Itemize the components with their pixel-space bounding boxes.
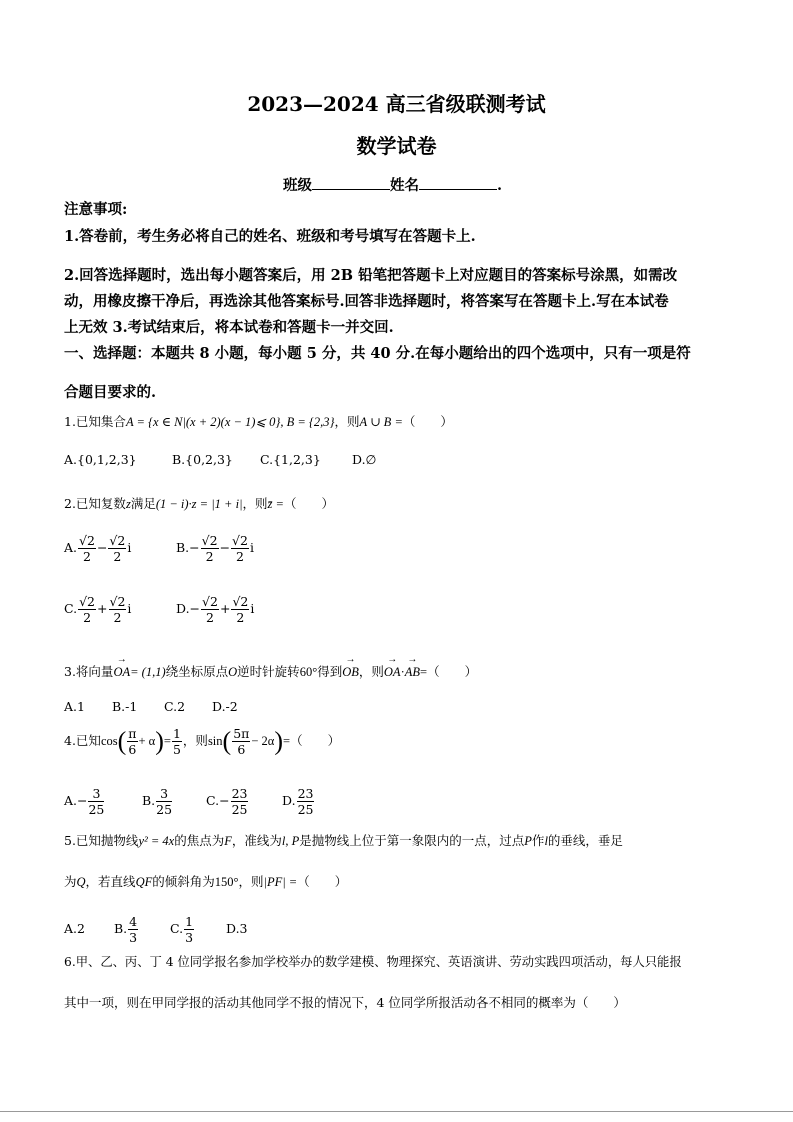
q5-l: l [281,834,286,848]
q5-qf: QF [135,875,153,889]
question-2-stem [64,494,334,512]
q3-angle: 60° [299,665,318,679]
q2-zbar: z̄ = [267,497,284,511]
question-6-line-2: 其中一项，则在甲同学报的活动其他同学不报的情况下，4 位同学所报活动各不相同的概率为（ ） [64,995,626,1010]
q5-make: 作 [531,833,545,848]
q2-z: z [125,497,131,511]
q3-option-b[interactable]: B.-1 [112,699,138,714]
q2-option-b[interactable] [176,533,254,564]
notice-item-2-line-2: 动，用橡皮擦干净后，再选涂其他答案标号.回答非选择题时，将答案写在答题卡上.写在本试卷 [64,293,669,310]
question-1-options [64,452,376,467]
q2-b-i: i [249,540,254,555]
q2-b-frac1: $\frac{√2}{2}$ [201,533,218,564]
q3-vector-ab: → AB [405,665,420,680]
question-4-options [64,786,315,817]
q5-option-c[interactable]: C. $\frac{1}{3}$ [170,914,194,945]
q2-c-frac1: $\frac{√2}{2}$ [79,594,96,625]
q5-prefix-2: 为 [64,874,77,889]
q3-vector-oa-2: → OA [384,665,401,680]
q4-one-fifth: $\frac{1}{5}$ [172,726,181,757]
q1-answer-paren: （ ） [402,414,453,429]
q5-option-a[interactable]: A.2 [64,921,85,936]
q5-p-2: P [524,834,532,848]
q2-option-a-label: A. [64,540,78,555]
q5-l-2: l [544,834,548,848]
q2-d-sign: + [219,601,231,616]
q3-rotate: 绕坐标原点 [165,664,229,679]
q2-d-frac2: $\frac{√2}{2}$ [232,594,249,625]
q2-d-frac1: $\frac{√2}{2}$ [202,594,218,625]
question-5-line-1: 5.已知抛物线y² = 4x的焦点为F，准线为l, P是抛物线上位于第一象限内的一点，过点P作l的垂线，垂足 [64,833,623,848]
q5-option-d[interactable]: D.3 [226,921,248,936]
q2-answer-paren: （ ） [283,496,334,511]
q4-option-b[interactable]: B. $\frac{3}{25}$ [142,786,173,817]
q4-option-d[interactable]: D. $\frac{23}{25}$ [282,786,314,817]
q2-a-frac2: $\frac{√2}{2}$ [109,533,126,564]
q3-get: 得到 [317,664,343,679]
q1-option-b[interactable]: B.{0,2,3} [172,452,233,467]
q2-d-i: i [250,601,255,616]
q5-f: F [224,834,232,848]
notice-heading: 注意事项: [64,201,128,218]
q5-parabola: y² = 4x [138,834,175,848]
q3-option-d[interactable]: D.-2 [212,699,238,714]
q3-prefix: 3.将向量 [64,664,114,679]
q1-option-a[interactable]: A.{0,1,2,3} [64,452,137,467]
q4-then: ，则 [182,733,208,748]
q2-c-frac2: $\frac{√2}{2}$ [109,594,126,625]
notice-item-1: 1.答卷前，考生务必将自己的姓名、班级和考号填写在答题卡上. [64,228,476,245]
q5-incline: 的倾斜角为 [152,874,215,889]
question-3-stem [64,662,477,680]
q3-then: ，则 [358,664,384,679]
exam-title: 2023—2024 高三省级联测考试 [247,92,546,116]
q1-option-c[interactable]: C.{1,2,3} [260,452,321,467]
q1-prefix: 1.已知集合 [64,414,126,429]
q5-line-qf: ，若直线 [85,874,136,889]
question-5-line-2 [64,872,347,890]
class-blank[interactable] [312,175,390,190]
notice-item-2-line-3: 上无效 3.考试结束后，将本试卷和答题卡一并交回. [64,319,394,336]
q4-5pi-over-6: $\frac{5\pi}{6}$ [233,726,250,757]
q3-answer-paren: （ ） [427,664,478,679]
name-blank[interactable] [419,175,497,190]
q4-plus-alpha: + α [138,734,156,748]
q3-option-c[interactable]: C.2 [164,699,186,714]
q2-option-c[interactable] [64,594,131,625]
q3-oa-value: = (1,1) [130,665,166,679]
q5-rest: 是抛物线上位于第一象限内的一点，过点 [299,833,525,848]
q5-perp: 的垂线，垂足 [547,833,623,848]
q2-then: ，则 [242,496,268,511]
section-1-line-1: 一、选择题：本题共 8 小题，每小题 5 分，共 40 分.在每小题给出的四个选项中，只有一项是符 [64,345,691,362]
q2-option-a[interactable] [64,533,131,564]
q4-pi-over-6: $\frac{\pi}{6}$ [128,726,137,757]
q2-option-c-label: C. [64,601,78,616]
q5-answer-paren: （ ） [297,874,348,889]
q2-satisfy: 满足 [130,496,156,511]
q5-q: Q [76,875,86,889]
q2-c-sign: + [97,601,108,616]
q4-prefix: 4.已知 [64,733,101,748]
q4-option-a[interactable]: A.− $\frac{3}{25}$ [64,786,105,817]
q5-p: P [291,834,300,848]
period: . [497,177,503,194]
q5-angle: 150° [214,875,239,889]
class-label: 班级 [283,177,312,194]
q5-directrix: ，准线为 [231,833,282,848]
q1-expr: A ∪ B = [359,415,403,429]
q2-option-d[interactable] [176,594,254,625]
q5-pf: |PF| = [263,875,298,889]
question-3-options [64,699,238,714]
q5-focus: 的焦点为 [174,833,225,848]
q2-b-sign: − [219,540,231,555]
q2-a-frac1: $\frac{√2}{2}$ [79,533,95,564]
q4-cos: cos [100,734,118,748]
section-1-line-2: 合题目要求的. [64,384,157,401]
q4-sin: sin [207,734,223,748]
exam-subtitle: 数学试卷 [356,134,437,158]
q2-condition: (1 − i)·z = |1 + i| [155,497,243,511]
q3-option-a[interactable]: A.1 [64,699,85,714]
q2-prefix: 2.已知复数 [64,496,126,511]
q4-option-c[interactable]: C.− $\frac{23}{25}$ [206,786,248,817]
q3-vector-oa: → OA [113,665,130,680]
q3-origin: O [228,665,238,679]
question-5-options [64,914,248,945]
q2-option-d-label: D.− [176,601,201,616]
q4-answer-paren: （ ） [290,733,341,748]
q3-vector-ob: → OB [342,665,359,680]
q4-eq-2: = [283,734,291,748]
q1-option-d[interactable]: D.∅ [352,452,377,467]
q3-dot: · [400,665,405,679]
q1-set-a: A = {x ∈ N|(x + 2)(x − 1)⩽ 0} [125,415,281,429]
question-1-stem [64,412,453,430]
q3-ccw: 逆时针旋转 [237,664,300,679]
q1-then: ，则 [334,414,360,429]
q5-prefix: 5.已知抛物线 [64,833,139,848]
q1-set-b: , B = {2,3} [280,415,335,429]
notice-item-2-line-1: 2.回答选择题时，选出每小题答案后，用 2B 铅笔把答题卡上对应题目的答案标号涂黑，如需改 [64,267,678,284]
q4-minus-2alpha: − 2α [251,734,275,748]
class-name-line [283,174,502,195]
q5-then: ，则 [238,874,264,889]
q2-a-i: i [127,540,132,555]
question-6-line-1: 6.甲、乙、丙、丁 4 位同学报名参加学校举办的数学建模、物理探究、英语演讲、劳动实践四项活动，每人只能报 [64,955,682,969]
q2-option-b-label: B.− [176,540,200,555]
q5-option-b[interactable]: B. $\frac{4}{3}$ [114,914,138,945]
question-4-stem: 4.已知cos( $\frac{\pi}{6}$ + α)= $\frac{1}{5}$ ，则sin( $\frac{5\pi}{6}$ − 2α)=（ ） [64,726,341,757]
name-label: 姓名 [390,177,419,194]
q4-eq: = [163,734,171,748]
q2-b-frac2: $\frac{√2}{2}$ [232,533,248,564]
q2-c-i: i [127,601,132,616]
q2-a-sign: − [96,540,108,555]
page-bottom-divider [0,1111,793,1112]
q3-eq: = [420,665,428,679]
